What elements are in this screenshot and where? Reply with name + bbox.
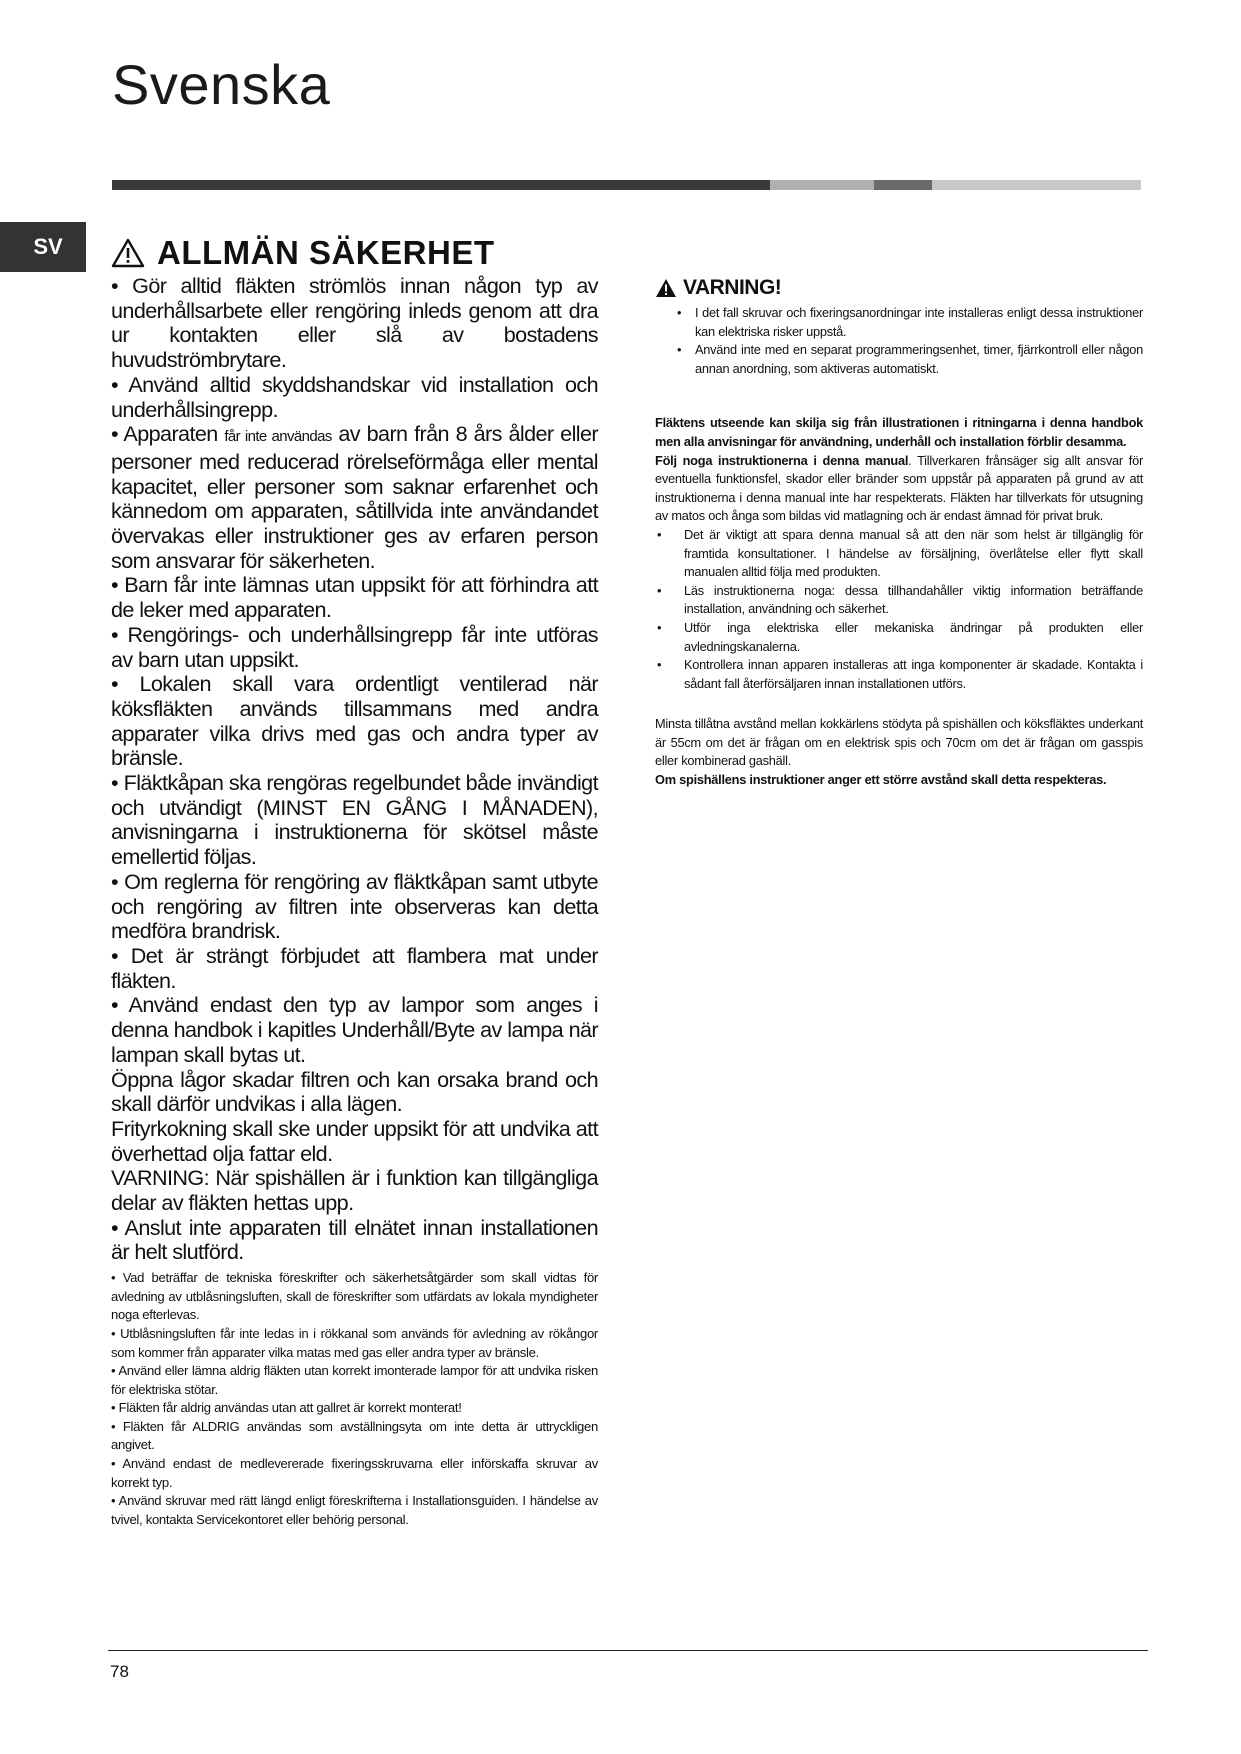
warning-triangle-filled-icon <box>655 278 677 298</box>
info-item-text: Det är viktigt att spara denna manual så att den när som helst är tillgänglig för framtida konsultationer. I händelse av försäljning, överlåtelse eller flytt skall manualen alltid följa med produkten. <box>684 526 1143 580</box>
info-item-text: Läs instruktionerna noga: dessa tillhandahåller viktig information beträffande installation, användning och säkerhet. <box>684 582 1143 617</box>
header-bar-dark <box>112 180 770 190</box>
page-number: 78 <box>110 1662 129 1681</box>
footer-divider <box>108 1650 1148 1651</box>
text-run-small: får inte användas <box>224 428 332 446</box>
safety-paragraph: • Gör alltid fläkten strömlös innan någon typ av underhållsarbete eller rengöring inleds genom att dra ur kontakten eller slå av bostadens huvudströmbrytare. <box>111 273 598 373</box>
info-item-text: Kontrollera innan apparen installeras att inga komponenter är skadade. Kontakta i sådant fall återförsäljaren innan installationen utförs. <box>684 657 1143 691</box>
warning-title: VARNING! <box>683 276 782 299</box>
info-list <box>655 526 1143 693</box>
header-bar-pale <box>932 180 1141 190</box>
appearance-note-text: Fläktens utseende kan skilja sig från illustrationen i ritningarna i denna handbok men alla anvisningar för användning, underhåll och installation förblir desamma. <box>655 415 1143 449</box>
distance-note-bold: Om spishällens instruktioner anger ett större avstånd skall detta respekteras. <box>655 772 1107 788</box>
header-bar-light <box>770 180 874 190</box>
warning-item-text: I det fall skruvar och fixeringsanordningar inte installeras enligt dessa instruktioner kan elektriska risker uppstå. <box>695 305 1143 339</box>
safety-paragraph: Frityrkokning skall ske under uppsikt för att undvika att överhettad olja fattar eld. <box>111 1115 598 1166</box>
safety-note: • Använd skruvar med rätt längd enligt föreskrifterna i Installationsguiden. I händelse av tvivel, kontakta Servicekontoret eller behörig personal. <box>111 1493 598 1527</box>
text-run: • Apparaten <box>111 421 225 447</box>
safety-paragraph: Öppna lågor skadar filtren och kan orsaka brand och skall därför undvikas i alla lägen. <box>111 1066 598 1117</box>
safety-note: • Fläkten får aldrig användas utan att gallret är korrekt monterat! <box>111 1400 462 1416</box>
bullet: • <box>677 305 682 320</box>
language-tab: SV <box>0 222 86 272</box>
safety-note: • Vad beträffar de tekniska föreskrifter och säkerhetsåtgärder som skall vidtas för avledning av utblåsningsluften, skall de föreskrifter som utfärdats av lokala myndigheter noga efterlevas. <box>111 1270 598 1323</box>
info-item <box>655 582 1143 619</box>
info-item-text: Utför inga elektriska eller mekaniska ändringar på produkten eller avledningskanalerna. <box>684 619 1143 654</box>
safety-note: • Använd eller lämna aldrig fläkten utan korrekt imonterade lampor för att undvika risken för elektriska stötar. <box>111 1363 598 1397</box>
follow-instructions-bold: Följ noga instruktionerna i denna manual <box>655 452 909 468</box>
safety-paragraph: • Använd alltid skyddshandskar vid installation och underhållsingrepp. <box>111 371 598 422</box>
appearance-note <box>655 414 1143 451</box>
safety-paragraph-children <box>111 422 598 573</box>
safety-paragraph: • Anslut inte apparaten till elnätet innan installationen är helt slutförd. <box>111 1214 598 1265</box>
warning-item <box>665 341 1143 378</box>
safety-paragraph: VARNING: När spishällen är i funktion kan tillgängliga delar av fläkten hettas upp. <box>111 1165 598 1216</box>
distance-note <box>655 771 1143 790</box>
large-safety-text <box>111 274 598 1265</box>
bullet: • <box>657 657 662 673</box>
header-bar-mid <box>874 180 932 190</box>
safety-note: • Fläkten får ALDRIG användas som avställningsyta om inte detta är uttryckligen angivet. <box>111 1418 598 1453</box>
warning-triangle-icon <box>111 238 145 268</box>
info-item <box>655 619 1143 656</box>
warning-item <box>665 304 1143 341</box>
warning-list <box>655 304 1143 378</box>
warning-item-text: Använd inte med en separat programmeringsenhet, timer, fjärrkontroll eller någon annan anordning, som aktiveras automatiskt. <box>695 342 1143 376</box>
warning-heading <box>655 276 1143 300</box>
follow-instructions <box>655 452 1143 526</box>
info-item <box>655 526 1143 582</box>
right-column <box>655 276 1143 790</box>
safety-paragraph: • Använd endast den typ av lampor som anges i denna handbok i kapitles Underhåll/Byte av lampa när lampan skall bytas ut. <box>111 992 598 1067</box>
bullet: • <box>657 582 662 598</box>
section-title: ALLMÄN SÄKERHET <box>157 234 495 271</box>
bullet: • <box>677 342 682 358</box>
distance-text: Minsta tillåtna avstånd mellan kokkärlens stödyta på spishällen och köksfläktes underkant är 55cm om det är frågan om en elektrisk spis och 70cm om det är frågan om gasspis eller kombinerad gashäll. <box>655 716 1143 769</box>
safety-paragraph: • Rengörings- och underhållsingrepp får inte utföras av barn utan uppsikt. <box>111 621 598 672</box>
left-column <box>111 234 598 1529</box>
text-run: av barn från 8 års ålder eller personer med reducerad rörelseförmåga eller mental kapacitet, eller personer som saknar erfarenhet och kännedom om apparaten, såtillvida inte användandet övervakas eller instruktioner ges av erfaren person som ansvarar för säkerheten. <box>111 421 598 573</box>
bullet: • <box>657 526 662 542</box>
section-heading <box>111 234 598 272</box>
follow-instructions-text: . Tillverkaren frånsäger sig allt ansvar för eventuella funktionsfel, skador eller bränder som uppstår på apparaten på grund av att instruktionerna i denna manual inte har respekterats. Fläkten har tillverkats för utsugning av matos och ånga som bildas vid matlagning och är endast ämnad för privat bruk. <box>655 452 1143 524</box>
safety-paragraph: • Fläktkåpan ska rengöras regelbundet både invändigt och utvändigt (MINST EN GÅNG I MÅNADEN), anvisningarna i instruktionerna för skötsel måste emellertid följas. <box>111 770 598 870</box>
page-title: Svenska <box>112 53 331 116</box>
safety-note: • Utblåsningsluften får inte ledas in i rökkanal som används för avledning av rökångor som kommer från apparater vilka matas med gas eller andra typer av bränsle. <box>111 1325 598 1360</box>
safety-paragraph: • Om reglerna för rengöring av fläktkåpan samt utbyte och rengöring av filtren inte observeras kan detta medföra brandrisk. <box>111 868 598 944</box>
info-item <box>655 656 1143 693</box>
safety-note: • Använd endast de medlevererade fixeringsskruvarna eller införskaffa skruvar av korrekt typ. <box>111 1456 598 1490</box>
safety-paragraph: • Lokalen skall vara ordentligt ventilerad när köksfläkten används tillsammans med andra apparater vilka drivs med gas och andra typer av bränsle. <box>111 671 598 771</box>
safety-paragraph: • Barn får inte lämnas utan uppsikt för att förhindra att de leker med apparaten. <box>111 572 598 623</box>
bullet: • <box>657 619 662 635</box>
small-safety-text <box>111 1269 598 1529</box>
safety-paragraph: • Det är strängt förbjudet att flambera mat under fläkten. <box>111 942 598 993</box>
